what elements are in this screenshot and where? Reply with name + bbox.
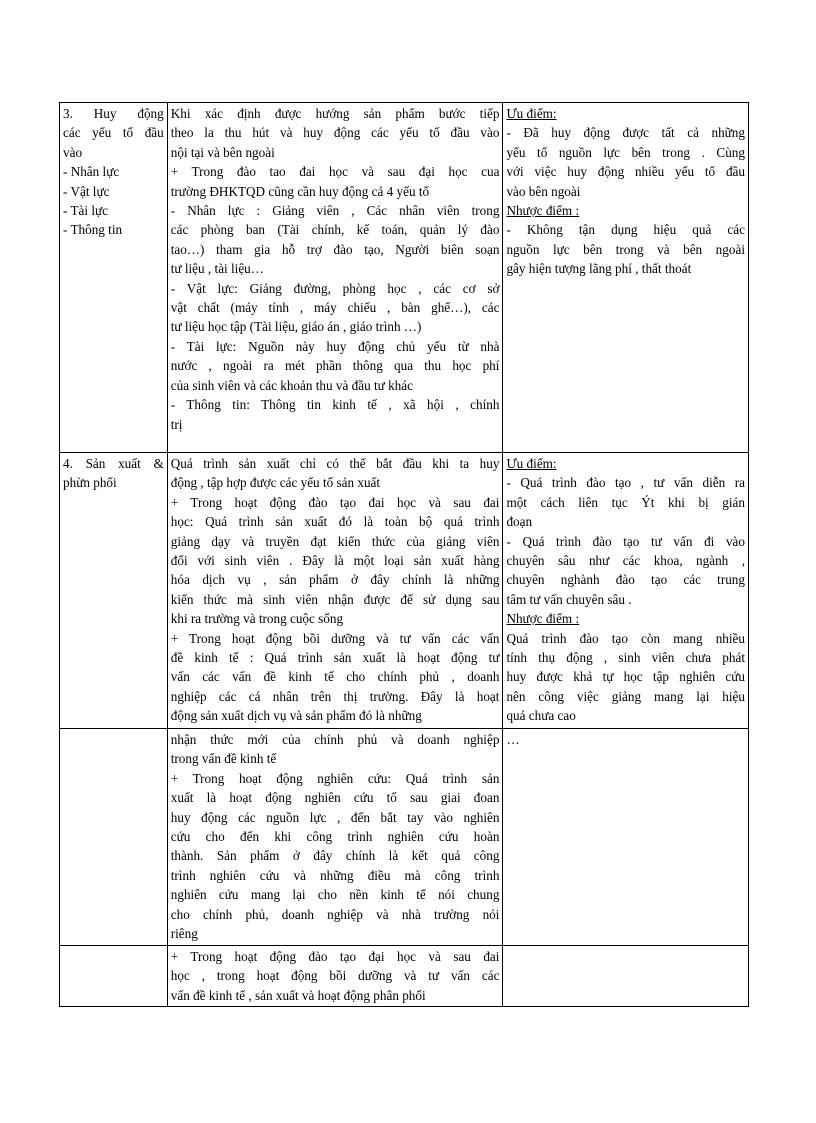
- evaluation-line: - Đã huy động được tất cả những: [506, 125, 745, 141]
- stage-line: - Nhân lực: [63, 164, 120, 180]
- content-table: [59, 102, 749, 1007]
- description-line: học , trong hoạt động bồi dưỡng và tư vấn các: [170, 968, 500, 984]
- description-line: cứu cho đến khi công trình nghiên cứu hoàn: [170, 829, 500, 845]
- evaluation-cell: [503, 729, 749, 946]
- description-line: nước , ngoài ra mét phần thông qua thu học phí: [170, 358, 500, 374]
- description-line: Quá trình sản xuất chỉ có thể bắt đầu khi ta huy: [170, 456, 500, 471]
- evaluation-line: Nhược điểm :: [506, 203, 580, 219]
- description-line: nhận thức mới của chính phủ và doanh nghiệp: [170, 732, 500, 747]
- table-row: [60, 453, 749, 729]
- evaluation-line: chuyên sâu như các khoa, ngành ,: [506, 553, 745, 569]
- description-line: nghiệp các cá nhân trên thị trường. Đây là hoạt: [170, 688, 500, 704]
- evaluation-line: nguồn lực bên trong và bên ngoài: [506, 241, 745, 257]
- description-line: riêng: [170, 926, 198, 942]
- table-row: [60, 729, 749, 946]
- stage-cell: [60, 103, 168, 453]
- evaluation-line: Quá trình đào tạo còn mang nhiều: [506, 630, 745, 646]
- description-line: các phòng ban (Tài chính, kế toán, quản lý đào: [170, 222, 500, 238]
- evaluation-line: - Không tận dụng hiệu quả các: [506, 222, 745, 238]
- description-line: vấn các vấn đề kinh tế cho chính phủ , doanh: [170, 669, 500, 685]
- description-line: + Trong hoạt động bồi dưỡng và tư vấn các vấn: [170, 630, 500, 646]
- evaluation-line: - Quá trình đào tạo tư vấn đi vào: [506, 533, 745, 549]
- description-line: đối với sinh viên . Đây là một loại sản xuất hàng: [170, 553, 500, 569]
- description-line: cho chính phủ, doanh nghiệp và nhà trường nói: [170, 906, 500, 922]
- description-line: - Tài lực: Nguồn này huy động chủ yếu từ nhà: [170, 338, 500, 354]
- description-line: thành. Sản phẩm ở đây chính là kết quả công: [170, 848, 500, 864]
- evaluation-cell: [503, 103, 749, 453]
- stage-line: các yếu tố đầu: [63, 125, 164, 141]
- stage-line: 3. Huy động: [63, 106, 164, 121]
- evaluation-line: với việc huy động nhiều yếu tố đầu: [506, 164, 745, 180]
- description-line: trong vấn đề kinh tế: [170, 751, 277, 767]
- evaluation-line: tâm tư vấn chuyên sâu .: [506, 591, 632, 607]
- stage-cell: [60, 729, 168, 946]
- description-line: tư liệu học tập (Tài liệu, giáo án , giáo trình …): [170, 319, 422, 335]
- description-line: tao…) tham gia hỗ trợ đào tạo, Người biên soạn: [170, 241, 500, 257]
- description-cell: [167, 946, 503, 1007]
- description-line: - Nhân lực : Giảng viên , Các nhân viên trong: [170, 203, 500, 219]
- evaluation-line: - Quá trình đào tạo , tư vấn diễn ra: [506, 475, 745, 491]
- stage-line: - Thông tin: [63, 222, 123, 238]
- description-line: Khi xác định được hướng sản phẩm bước tiếp: [170, 106, 500, 121]
- stage-line: vào: [63, 144, 83, 160]
- description-line: khi ra trường và trong cuộc sống: [170, 611, 344, 627]
- description-line: động , tập hợp được các yếu tố sản xuất: [170, 475, 381, 491]
- description-cell: [167, 729, 503, 946]
- stage-line: phừn phối: [63, 475, 117, 491]
- description-line: xuất là hoạt động nghiên cứu tố sau giai đoan: [170, 790, 500, 806]
- description-line: trị: [170, 416, 183, 432]
- description-line: kiến thức mà sinh viên nhận được để sử dụng sau: [170, 591, 500, 607]
- description-line: của sinh viên và các khoản thu và đầu tư khác: [170, 377, 413, 393]
- evaluation-cell: [503, 453, 749, 729]
- description-line: vấn đề kinh tế , sản xuất và hoạt động phân phối: [170, 987, 426, 1003]
- stage-line: 4. Sản xuất &: [63, 456, 164, 471]
- description-line: tư liệu , tài liệu…: [170, 261, 264, 277]
- evaluation-line: gây hiện tượng lãng phí , thất thoát: [506, 261, 692, 277]
- description-line: huy động các nguồn lực , đến bắt tay vào nghiên: [170, 809, 500, 825]
- description-line: động sản xuất dịch vụ và sản phẩm đó là những: [170, 708, 422, 724]
- evaluation-line: …: [506, 732, 520, 747]
- description-line: trường ĐHKTQD cũng cần huy động cả 4 yếu tố: [170, 183, 430, 199]
- evaluation-line: Ưu điểm:: [506, 456, 557, 471]
- description-line: vật chất (máy tính , máy chiếu , bàn ghế…), các: [170, 300, 500, 316]
- evaluation-line: chuyên nghành đào tạo các trung: [506, 572, 745, 588]
- description-line: học: Quá trình sản xuất đó là toàn bộ quá trình: [170, 514, 500, 530]
- description-cell: [167, 453, 503, 729]
- evaluation-line: đoạn: [506, 514, 533, 530]
- stage-line: - Tài lực: [63, 203, 108, 219]
- stage-line: - Vật lực: [63, 183, 110, 199]
- evaluation-line: tính thụ động , sinh viên chưa phát: [506, 650, 745, 666]
- table-row: [60, 946, 749, 1007]
- description-line: theo la thu hút và huy động các yếu tố đầu vào: [170, 125, 500, 141]
- evaluation-line: yếu tố nguồn lực bên trong . Cùng: [506, 144, 745, 160]
- evaluation-line: huy được khả tự học tập nghiên cứu: [506, 669, 745, 685]
- evaluation-line: quả chưa cao: [506, 708, 576, 724]
- description-line: + Trong hoạt động nghiên cứu: Quá trình sản: [170, 770, 500, 786]
- description-line: + Trong hoạt động đào tạo đại học và sau đai: [170, 949, 500, 964]
- description-line: - Vật lực: Giảng đường, phòng học , các cơ sở: [170, 280, 500, 296]
- evaluation-line: Ưu điểm:: [506, 106, 557, 121]
- description-line: + Trong đào tao đai học và sau đại học cua: [170, 164, 500, 180]
- description-line: - Thông tin: Thông tin kinh tế , xã hội , chính: [170, 397, 500, 413]
- stage-cell: [60, 453, 168, 729]
- description-line: nghiên cứu mang lại cho nền kinh tế nói chung: [170, 887, 500, 903]
- evaluation-line: nên công việc giảng mang lại hiệu: [506, 688, 745, 704]
- evaluation-line: một cách liên tục Ýt khi bị gián: [506, 494, 745, 510]
- stage-cell: [60, 946, 168, 1007]
- description-line: đề kinh tế : Quá trình sản xuất là hoạt động tư: [170, 650, 500, 666]
- description-cell: [167, 103, 503, 453]
- description-line: trình nghiên cứu và những điều mà công trình: [170, 867, 500, 883]
- evaluation-line: vào bên ngoài: [506, 183, 581, 199]
- evaluation-cell: [503, 946, 749, 1007]
- description-line: nội tại và bên ngoài: [170, 144, 275, 160]
- evaluation-line: Nhược điểm :: [506, 611, 580, 627]
- description-line: giảng dạy và truyền đạt kiến thức của giảng viên: [170, 533, 500, 549]
- description-line: hóa dịch vụ , sản phẩm ở đây chính là những: [170, 572, 500, 588]
- table-row: [60, 103, 749, 453]
- description-line: + Trong hoạt động đào tạo đai học và sau đai: [170, 494, 500, 510]
